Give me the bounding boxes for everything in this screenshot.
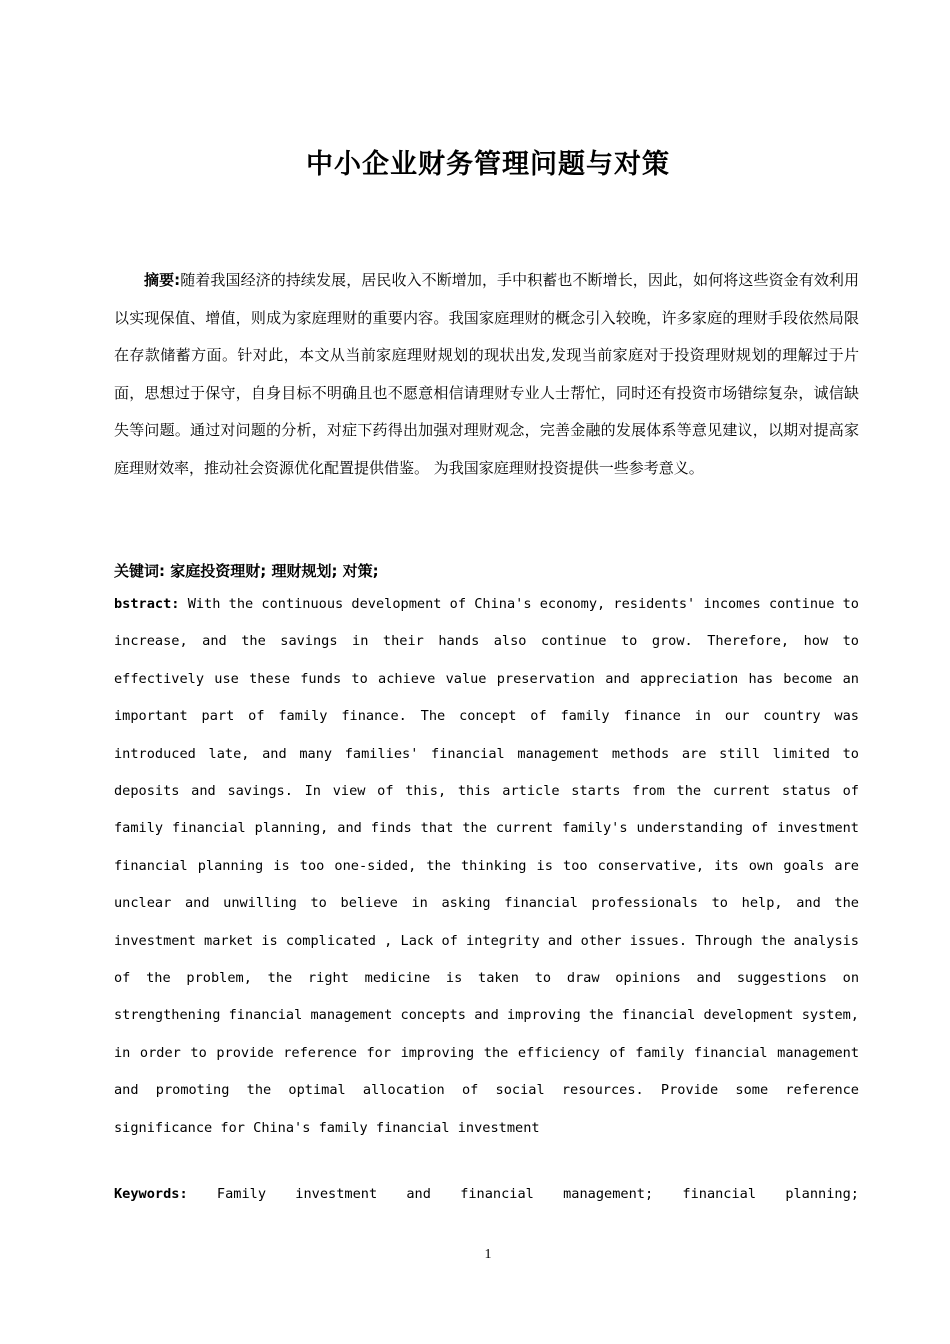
keyword-word: management; [563,1186,654,1202]
page-title: 中小企业财务管理问题与对策 [306,149,670,180]
keyword-word: planning; [785,1186,859,1202]
abstract-english-label: bstract: [114,596,180,612]
keyword-word: investment [295,1186,378,1202]
keyword-word: Family [216,1186,267,1202]
abstract-english [114,586,859,1147]
page-number: 1 [484,1247,492,1262]
abstract-chinese-text: 随着我国经济的持续发展，居民收入不断增加，手中积蓄也不断增长，因此，如何将这些资金有效利用以实现保值、增值，则成为家庭理财的重要内容。我国家庭理财的概念引入较晚，许多家庭的理财手段依然局限在存款储蓄方面。针对此，本文从当前家庭理财规划的现状出发,发现当前家庭对于投资理财规划的理解过于片面，思想过于保守，自身目标不明确且也不愿意相信请理财专业人士帮忙，同时还有投资市场错综复杂，诚信缺失等问题。通过对问题的分析，对症下药得出加强对理财观念，完善金融的发展体系等意见建议，以期对提高家庭理财效率，推动社会资源优化配置提供借鉴。 为我国家庭理财投资提供一些参考意义。 [114,271,859,477]
keyword-word: and [406,1186,431,1202]
abstract-english-text: With the continuous development of China's economy, residents' incomes continue to increase, and the savings in their hands also continue to grow. Therefore, how to effectively use these funds to achieve value preservation and appreciation has become an important part of family finance. The concept of family finance in our country was introduced late, and many families' financial management methods are still limited to deposits and savings. In view of this, this article starts from the current status of family financial planning, and finds that the current family's understanding of investment financial planning is too one-sided, the thinking is too conservative, its own goals are unclear and unwilling to believe in asking financial professionals to help, and the investment market is complicated , Lack of integrity and other issues. Through the analysis of the problem, the right medicine is taken to draw opinions and suggestions on strengthening financial management concepts and improving the financial development system, in order to provide reference for improving the efficiency of family financial management and promoting the optimal allocation of social resources. Provide some reference significance for China's family financial investment [114,596,859,1136]
keywords-english-label: Keywords: [114,1186,188,1202]
keywords-chinese-label: 关键词: [114,562,165,580]
keywords-english [114,1176,859,1213]
abstract-chinese [114,262,859,487]
keyword-word: financial [682,1186,757,1202]
abstract-chinese-label: 摘要: [144,271,181,289]
keywords-chinese-text: 家庭投资理财; 理财规划; 对策; [165,562,379,580]
keywords-chinese [114,559,859,583]
keyword-word: financial [460,1186,534,1202]
